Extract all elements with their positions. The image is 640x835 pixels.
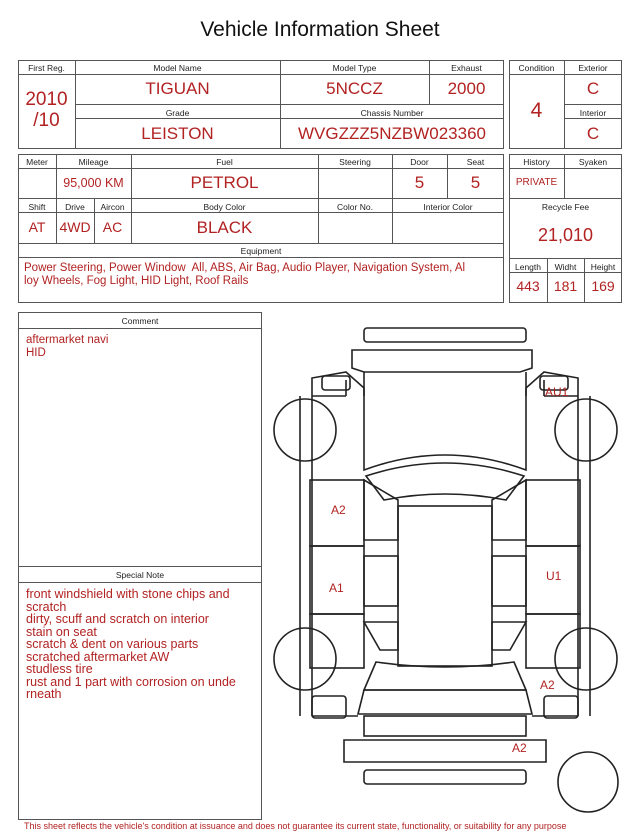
history-label: History — [523, 157, 550, 167]
footer-disclaimer: This sheet reflects the vehicle's condition at issuance and does not guarantee its current state, functionality, or suitability for any purpose — [24, 821, 567, 831]
model-name-label: Model Name — [153, 63, 202, 73]
body-color-value: BLACK — [196, 218, 253, 237]
first-reg-year: 2010 — [25, 89, 68, 110]
aircon-label: Aircon — [100, 202, 125, 212]
exhaust-value: 2000 — [447, 79, 486, 98]
spare-wheel — [558, 752, 618, 812]
interior-value: C — [586, 124, 600, 143]
length-value: 443 — [516, 278, 540, 294]
history-value: PRIVATE — [515, 177, 558, 188]
damage-mark-au1: AU1 — [545, 385, 569, 399]
door-label: Door — [410, 157, 429, 167]
recycle-fee-label: Recycle Fee — [541, 202, 590, 212]
damage-mark-u1-right: U1 — [546, 569, 562, 583]
aircon-value: AC — [102, 219, 123, 235]
special-note-label: Special Note — [115, 570, 165, 580]
rear-right-wheel — [555, 628, 617, 690]
exterior-value: C — [586, 79, 600, 98]
equipment-label: Equipment — [240, 246, 282, 256]
rear-left-wheel — [274, 628, 336, 690]
seat-value: 5 — [470, 173, 481, 192]
height-label: Height — [590, 262, 616, 272]
condition-value: 4 — [530, 99, 543, 122]
front-left-wheel — [274, 399, 336, 461]
comment-label: Comment — [121, 316, 159, 326]
recycle-fee-value: 21,010 — [537, 225, 594, 245]
damage-mark-a2-right: A2 — [540, 678, 555, 692]
page-title: Vehicle Information Sheet — [200, 18, 440, 41]
equipment-text: Power Steering, Power Window All, ABS, Air Bag, Audio Player, Navigation System, Al loy Wheels, Fog Light, HID Light, Roof Rails — [24, 262, 466, 287]
body-color-label: Body Color — [203, 202, 246, 212]
damage-mark-a2-left: A2 — [331, 503, 346, 517]
damage-mark-a1-left: A1 — [329, 581, 344, 595]
length-label: Length — [515, 262, 541, 272]
comment-text: aftermarket navi HID — [26, 334, 109, 359]
model-type-value: 5NCCZ — [326, 79, 383, 98]
exhaust-label: Exhaust — [451, 63, 482, 73]
damage-mark-a2-rear: A2 — [512, 741, 527, 755]
color-no-label: Color No. — [337, 202, 373, 212]
interior-label: Interior — [579, 108, 607, 118]
width-value: 181 — [553, 278, 578, 294]
chassis-value: WVGZZZ5NZBW023360 — [298, 124, 486, 143]
drive-label: Drive — [65, 202, 85, 212]
door-value: 5 — [414, 173, 425, 192]
steering-label: Steering — [339, 157, 371, 167]
grade-value: LEISTON — [141, 124, 214, 143]
first-reg-label: First Reg. — [28, 63, 65, 73]
drive-value: 4WD — [59, 219, 91, 235]
height-value: 169 — [591, 278, 615, 294]
mileage-value: 95,000 KM — [63, 176, 124, 190]
condition-label: Condition — [518, 63, 555, 73]
front-right-wheel — [555, 399, 617, 461]
special-note-text: front windshield with stone chips and scratch dirty, scuff and scratch on interior stain on seat scratch & dent on various parts scratched aftermarket AW studless tire rust and 1 part with corrosion on unde rneath — [26, 587, 236, 701]
first-reg-month: /10 — [33, 110, 60, 131]
fuel-label: Fuel — [216, 157, 233, 167]
width-label: Widht — [554, 262, 577, 272]
fuel-value: PETROL — [190, 173, 259, 192]
exterior-label: Exterior — [578, 63, 608, 73]
seat-label: Seat — [466, 157, 485, 167]
chassis-label: Chassis Number — [360, 108, 424, 118]
meter-label: Meter — [26, 157, 48, 167]
grade-label: Grade — [165, 108, 190, 118]
model-name-value: TIGUAN — [145, 79, 210, 98]
shift-label: Shift — [28, 202, 46, 212]
shift-value: AT — [28, 219, 46, 235]
interior-color-label: Interior Color — [423, 202, 473, 212]
mileage-label: Mileage — [78, 157, 109, 167]
model-type-label: Model Type — [332, 63, 377, 73]
syaken-label: Syaken — [578, 157, 608, 167]
